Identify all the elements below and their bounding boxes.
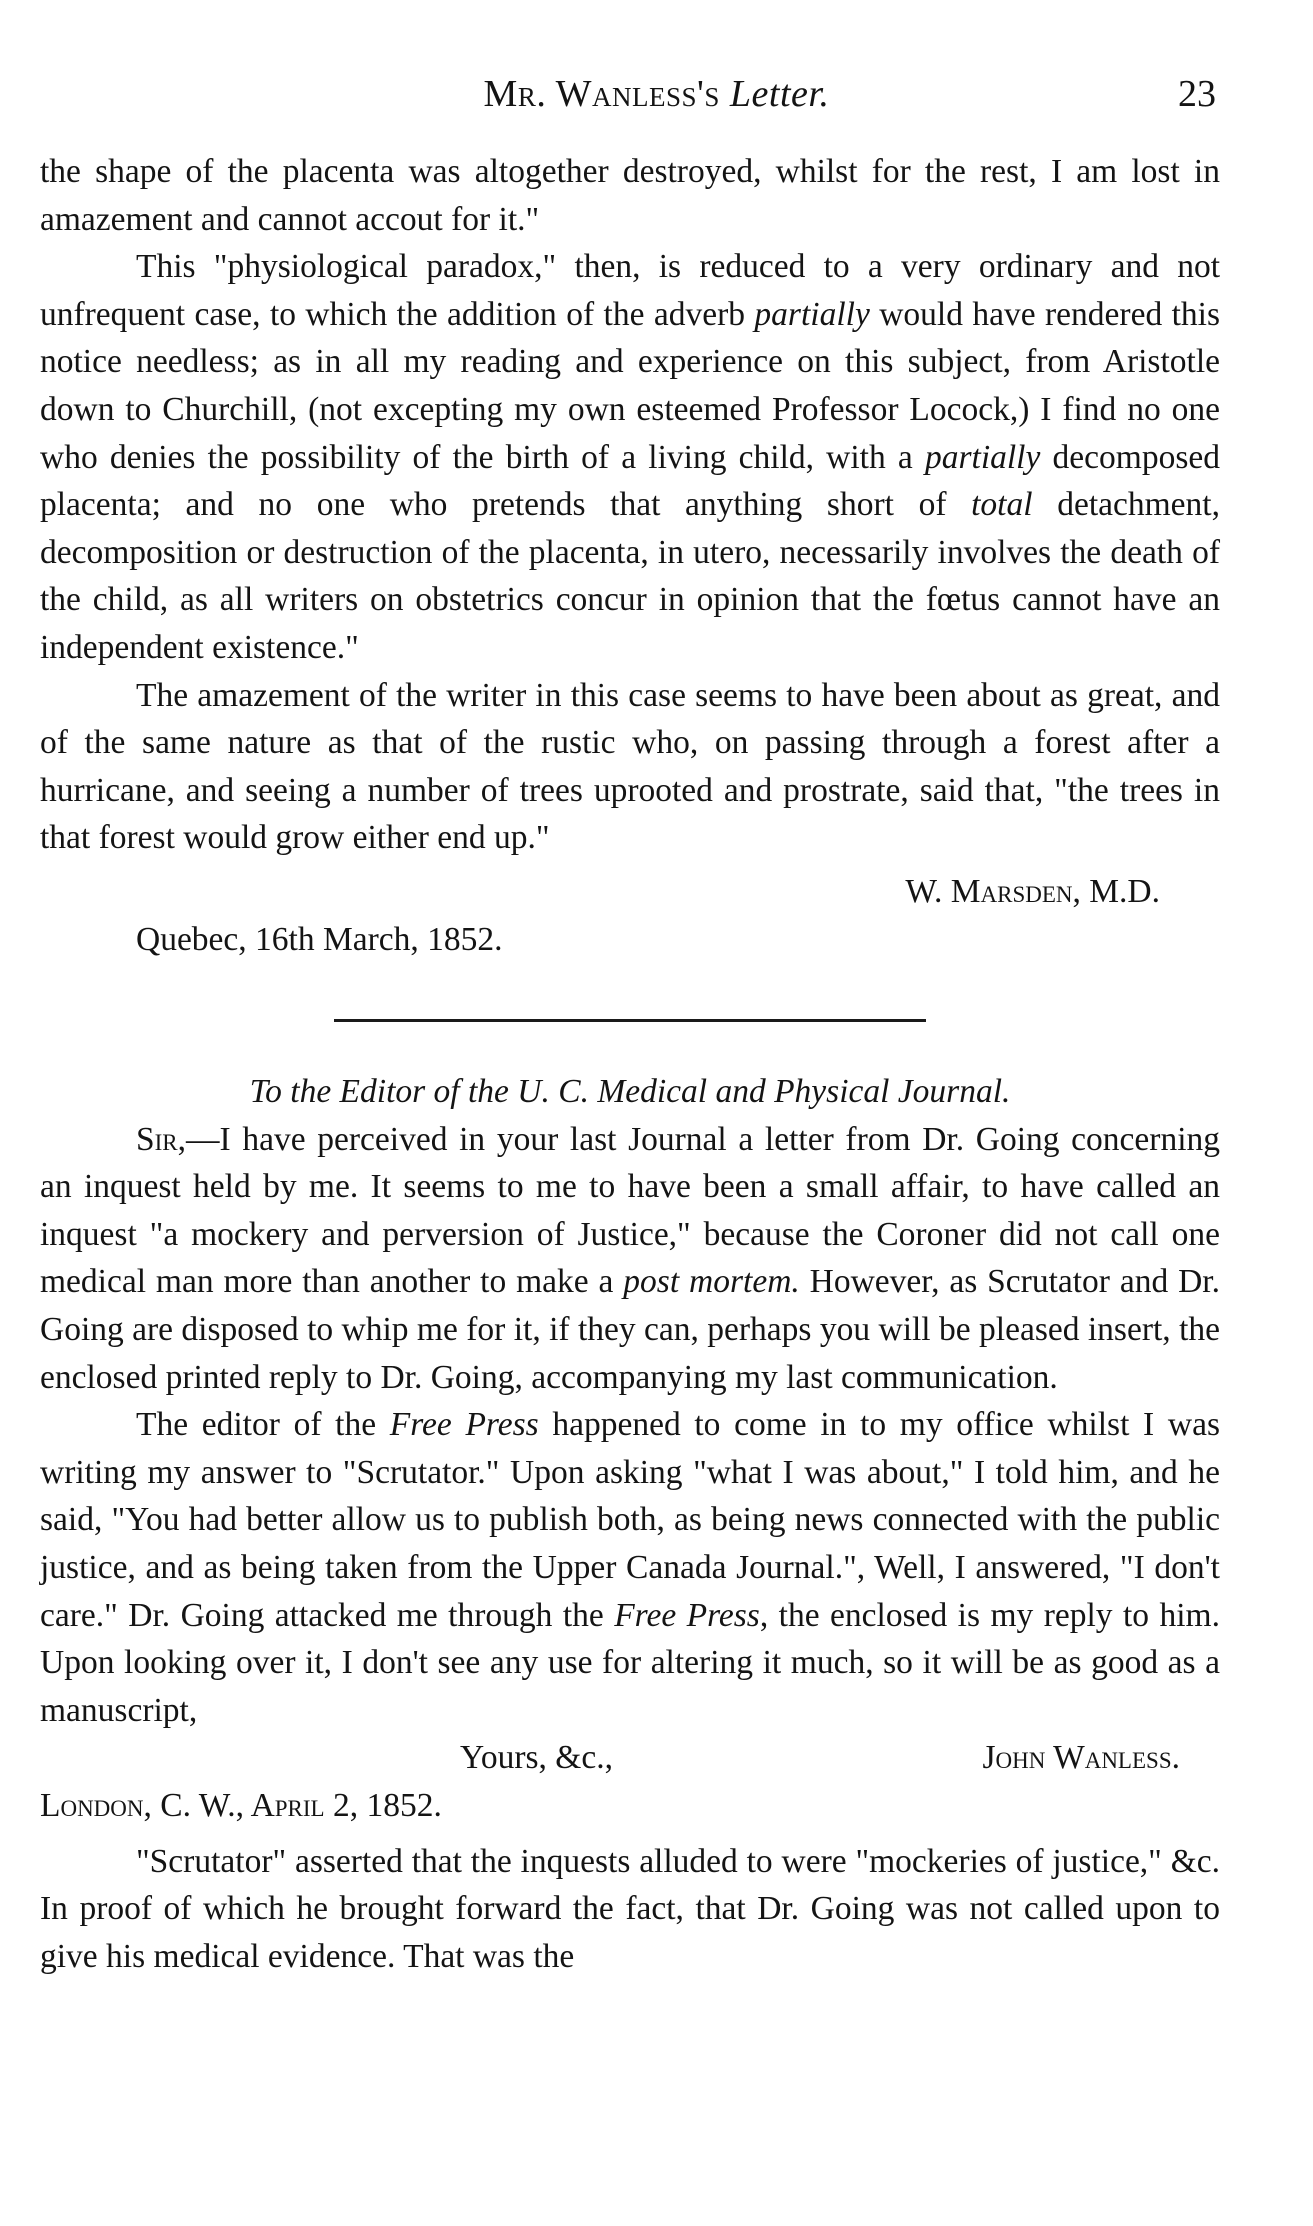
text-run: detachment, decomposition or destruction of the placenta, in utero, necessarily involves the death of the child, as all writers on obstetrics concur in opinion that the fœtus cannot have an independent existence." <box>40 486 1220 666</box>
section-divider <box>334 1019 926 1022</box>
running-title-name: Mr. Wanless's <box>483 73 720 115</box>
text-run: decomposed placenta; and no one who pretends that anything short of <box>40 438 1220 524</box>
wanless-paragraph-1 <box>40 1116 1220 1402</box>
text-run: would have rendered this notice needless; as in all my reading and experience on this subject, from Aristotle down to Churchill, (not excepting my own esteemed Professor Locock,) I find no one who denies the possibility of the birth of a living child, with a <box>40 295 1221 476</box>
italic-run: Free Press <box>389 1406 539 1444</box>
running-head <box>0 72 1313 116</box>
marsden-signature: W. Marsden, M.D. <box>905 872 1160 910</box>
text-run: However, as Scrutator and Dr. Going are disposed to whip me for it, if they can, perhaps you will be pleased insert, the enclosed printed reply to Dr. Going, accompanying my last communication. <box>40 1263 1220 1396</box>
page-number: 23 <box>1178 73 1216 115</box>
running-title-italic: Letter. <box>729 73 830 115</box>
italic-run: post mortem. <box>623 1263 800 1301</box>
running-title <box>0 72 1313 116</box>
letter-address: To the Editor of the U. C. Medical and Physical Journal. <box>249 1073 1011 1111</box>
wanless-paragraph-3: "Scrutator" asserted that the inquests alluded to were "mockeries of justice," &c. In proof of which he brought forward the fact, that Dr. Going was not called upon to give his medical evidence. That was the <box>40 1842 1220 1975</box>
marsden-paragraph-3: The amazement of the writer in this case seems to have been about as great, and of the same nature as that of the rustic who, on passing through a forest after a hurricane, and seeing a number of trees uprooted and prostrate, said that, "the trees in that forest would grow either end up." <box>40 676 1220 857</box>
wanless-dateline: London, C. W., April 2, 1852. <box>40 1787 442 1824</box>
marsden-paragraph-1: the shape of the placenta was altogether destroyed, whilst for the rest, I am lost in amazement and cannot accout for it." <box>40 153 1220 238</box>
italic-run: total <box>971 486 1033 524</box>
text-run: The editor of the <box>136 1406 390 1444</box>
salutation: Sir, <box>136 1120 187 1158</box>
text-run: This "physiological paradox," then, is reduced to a very ordinary and not unfrequent case, to which the addition of the adverb <box>40 248 1220 333</box>
wanless-paragraph-2 <box>40 1401 1220 1734</box>
body-text <box>40 148 1220 1980</box>
italic-run: partially <box>924 438 1041 476</box>
italic-run: Free Press <box>614 1596 760 1634</box>
wanless-signature: John Wanless. <box>982 1739 1180 1777</box>
text-run: , the enclosed is my reply to him. Upon looking over it, I don't see any use for altering it much, so it will be as good as a manuscript, <box>40 1596 1220 1729</box>
wanless-sign-line <box>40 1734 1220 1782</box>
spacer <box>40 1830 1220 1838</box>
closing: Yours, &c., <box>460 1739 613 1777</box>
marsden-paragraph-2 <box>40 243 1220 671</box>
text-run: —I have perceived in your last Journal a letter from Dr. Going concerning an inquest held by me. It seems to me to have been a small affair, to have called an inquest "a mockery and perversion of Justice," because the Coroner did not call one medical man more than another to make a <box>40 1120 1220 1301</box>
text-run: happened to come in to my office whilst I was writing my answer to "Scrutator." Upon asking "what I was about," I told him, and he said, "You had better allow us to publish both, as being news connected with the public justice, and as being taken from the Upper Canada Journal.", Well, I answered, "I don't care." Dr. Going attacked me through the <box>40 1406 1220 1634</box>
marsden-dateline: Quebec, 16th March, 1852. <box>136 920 503 958</box>
italic-run: partially <box>754 295 870 333</box>
